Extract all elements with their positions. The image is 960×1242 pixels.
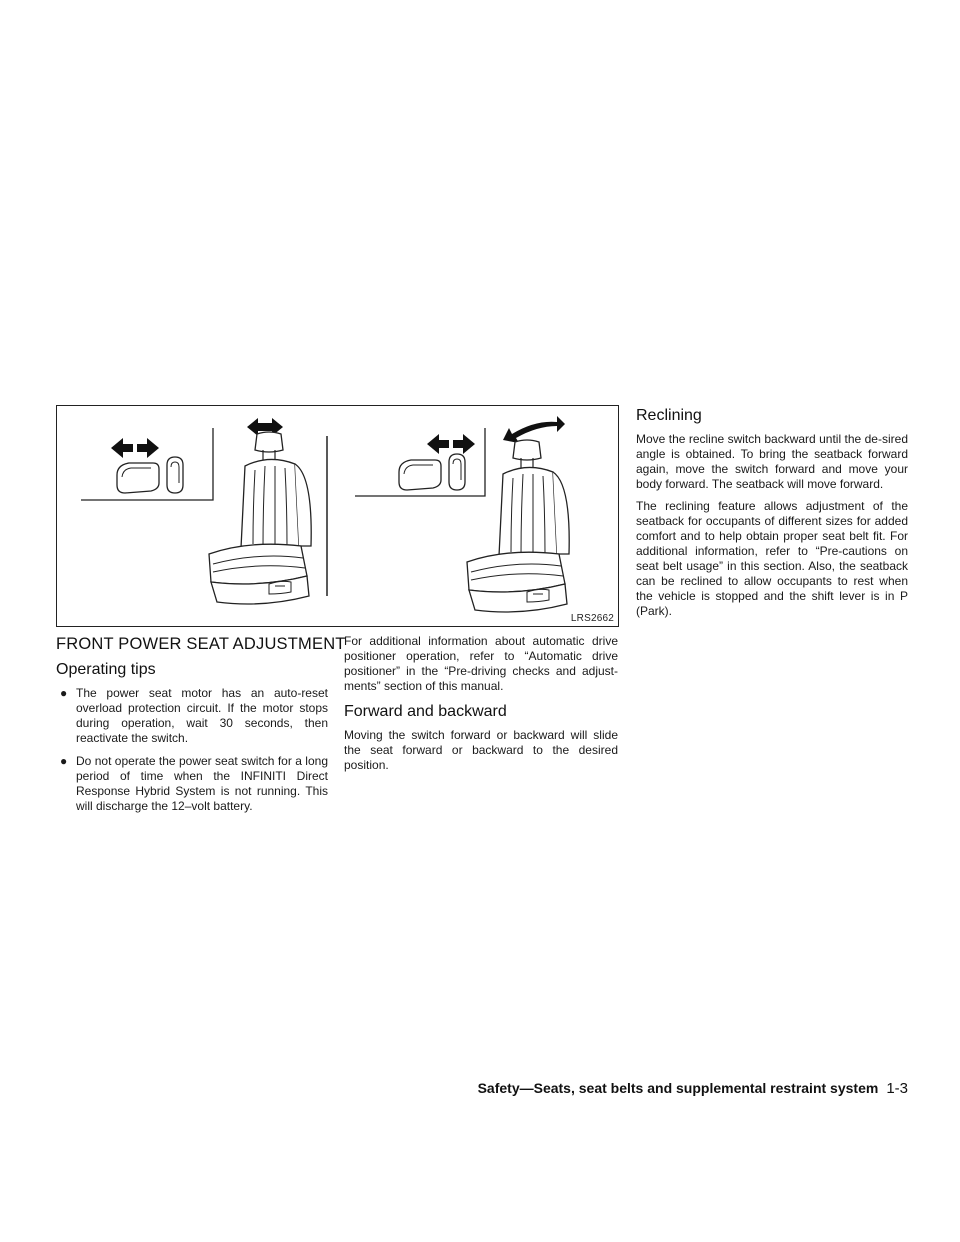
arrow-left-right-icon	[427, 434, 475, 454]
arrow-left-right-icon	[111, 438, 159, 458]
list-item	[56, 754, 328, 814]
seat-switch-icon	[399, 454, 465, 490]
page-number: 1-3	[886, 1080, 908, 1097]
curved-double-arrow-icon	[503, 416, 565, 443]
reclining-paragraph: The reclining feature allows adjustment of the seatback for occupants of different sizes for added comfort and to help obtain proper seat belt fit. For additional information, refer to “Pre-cautions on seat belt usage” in this section. Also, the seatback can be reclined to allow occupants to rest when the vehicle is stopped and the shift lever is in P (Park).	[636, 499, 908, 618]
operating-tips-list	[56, 686, 328, 814]
operating-tips-heading: Operating tips	[56, 661, 156, 678]
chapter-title: Safety—Seats, seat belts and supplemental restraint system	[477, 1080, 879, 1096]
bullet-icon: ●	[60, 754, 68, 768]
reclining-paragraph: Move the recline switch backward until the de-sired angle is obtained. To bring the seatback forward again, move the switch forward and move your body forward. The seatback will move forward.	[636, 432, 908, 491]
page-footer	[478, 1080, 908, 1097]
additional-info-paragraph: For additional information about automatic drive positioner operation, refer to “Automatic drive positioner” in the “Pre-driving checks and adjust-ments” section of this manual.	[344, 634, 618, 693]
section-title: FRONT POWER SEAT ADJUSTMENT	[56, 635, 346, 653]
bullet-icon: ●	[60, 686, 68, 700]
seat-icon	[209, 432, 311, 604]
column-3	[636, 406, 908, 626]
reclining-panel	[355, 416, 569, 612]
seat-illustration-svg	[57, 406, 620, 628]
list-item-text: The power seat motor has an auto-reset overload protection circuit. If the motor stops during operation, wait 30 seconds, then reactivate the switch.	[76, 686, 328, 745]
seat-switch-icon	[117, 457, 183, 493]
forward-backward-heading: Forward and backward	[344, 703, 507, 720]
column-2	[344, 634, 618, 780]
reclining-heading: Reclining	[636, 407, 702, 424]
column-1	[56, 634, 346, 822]
list-item	[56, 686, 328, 746]
forward-backward-panel	[81, 418, 327, 604]
seat-icon	[467, 440, 569, 612]
seat-adjustment-illustration	[56, 405, 619, 627]
forward-backward-paragraph: Moving the switch forward or backward will slide the seat forward or backward to the desired position.	[344, 728, 618, 772]
figure-code: LRS2662	[570, 613, 614, 624]
list-item-text: Do not operate the power seat switch for a long period of time when the INFINITI Direct Response Hybrid System is not running. This will discharge the 12–volt battery.	[76, 754, 328, 813]
